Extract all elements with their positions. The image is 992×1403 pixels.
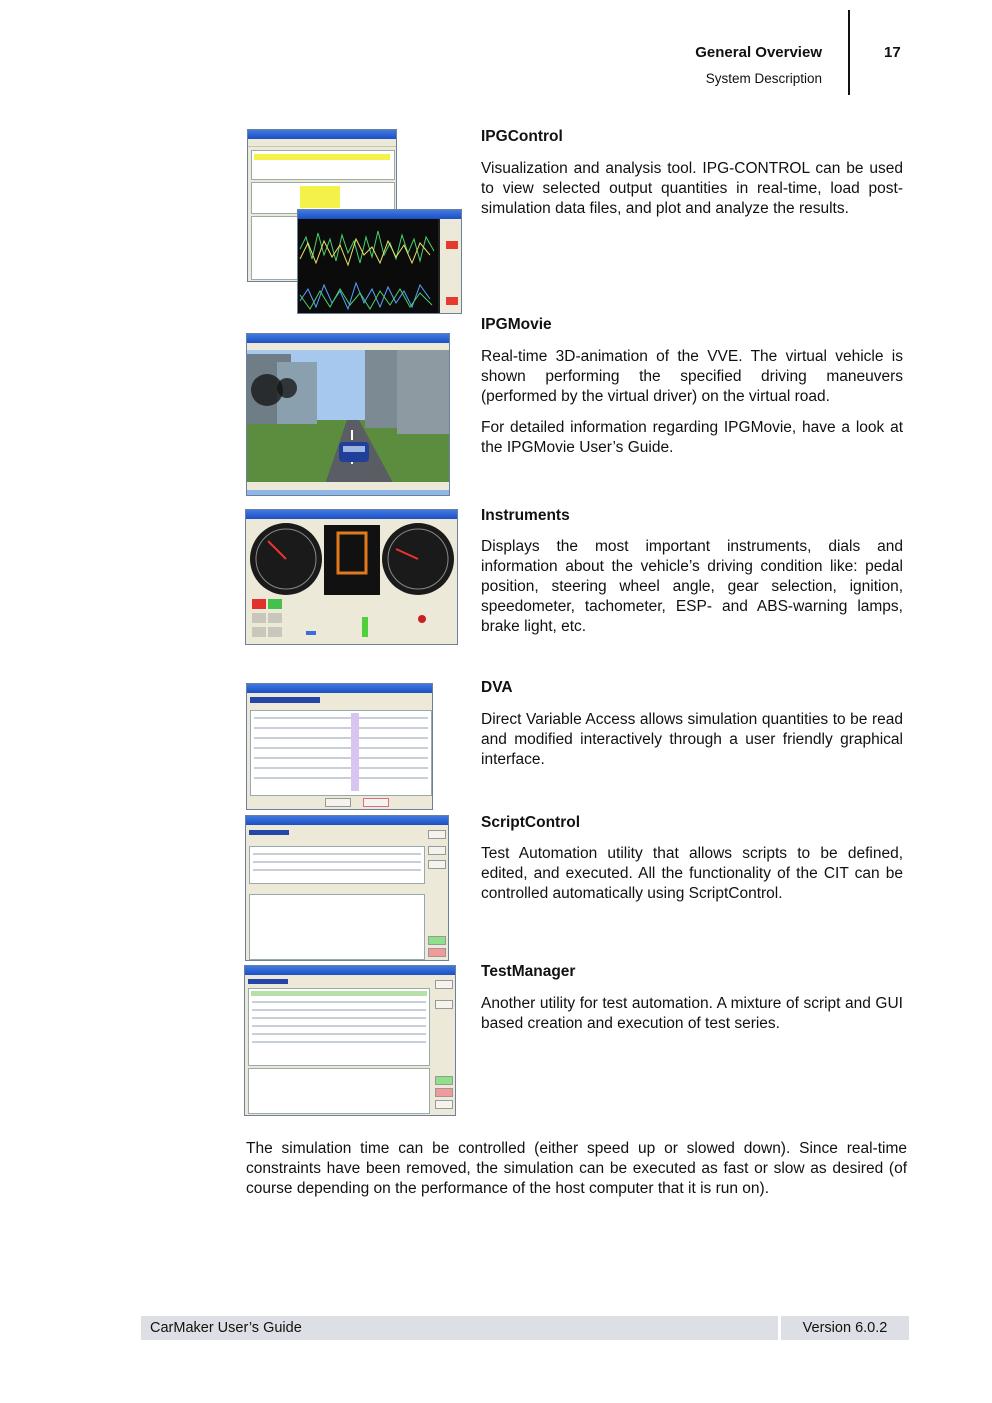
ipgcontrol-plot-window bbox=[297, 209, 462, 314]
city-scene-graphic bbox=[247, 350, 450, 490]
header-divider bbox=[848, 10, 850, 95]
ipgmovie-screenshot bbox=[246, 333, 450, 496]
section-body-scriptcontrol: Test Automation utility that allows scripts to be defined, edited, and executed. All the functionality of the CIT can be controlled automatically using ScriptControl. bbox=[481, 845, 903, 902]
signal-plot-traces bbox=[298, 219, 462, 314]
running-header-subtitle: System Description bbox=[705, 71, 822, 86]
section-title-scriptcontrol: ScriptControl bbox=[481, 814, 581, 831]
scriptcontrol-screenshot bbox=[245, 815, 449, 961]
section-title-ipgmovie: IPGMovie bbox=[481, 316, 552, 333]
instruments-screenshot bbox=[245, 509, 458, 645]
dva-screenshot bbox=[246, 683, 433, 810]
section-body-ipgmovie-2: For detailed information regarding IPGMovie, have a look at the IPGMovie User’s Guide. bbox=[481, 419, 903, 456]
footer-guide-title: CarMaker User’s Guide bbox=[141, 1316, 778, 1340]
section-body-ipgmovie: Real-time 3D-animation of the VVE. The virtual vehicle is shown performing the specified driving maneuvers (performed by the virtual driver) on the virtual road. bbox=[481, 348, 903, 405]
running-header-title: General Overview bbox=[695, 44, 822, 61]
testmanager-screenshot bbox=[244, 965, 456, 1116]
footer-version: Version 6.0.2 bbox=[781, 1316, 909, 1340]
section-body-instruments: Displays the most important instruments, dials and information about the vehicle’s driving condition like: pedal position, steering wheel angle, gear selection, ignition, speedometer, tachometer, ESP- and ABS-warning lamps, brake light, etc. bbox=[481, 538, 903, 635]
section-body-testmanager: Another utility for test automation. A mixture of script and GUI based creation and execution of test series. bbox=[481, 995, 903, 1032]
page-number: 17 bbox=[884, 44, 901, 61]
gauges-graphic bbox=[246, 519, 458, 645]
section-title-ipgcontrol: IPGControl bbox=[481, 128, 563, 145]
section-title-instruments: Instruments bbox=[481, 507, 570, 524]
section-title-testmanager: TestManager bbox=[481, 963, 576, 980]
section-body-dva: Direct Variable Access allows simulation quantities to be read and modified interactively through a user friendly graphical interface. bbox=[481, 711, 903, 768]
closing-paragraph: The simulation time can be controlled (either speed up or slowed down). Since real-time constraints have been removed, the simulation can be executed as fast or slow as desired (of course depending on the performance of the host computer that it is run on). bbox=[246, 1140, 907, 1197]
section-title-dva: DVA bbox=[481, 679, 513, 696]
section-body-ipgcontrol: Visualization and analysis tool. IPG-CONTROL can be used to view selected output quantities in real-time, load post-simulation data files, and plot and analyze the results. bbox=[481, 160, 903, 217]
